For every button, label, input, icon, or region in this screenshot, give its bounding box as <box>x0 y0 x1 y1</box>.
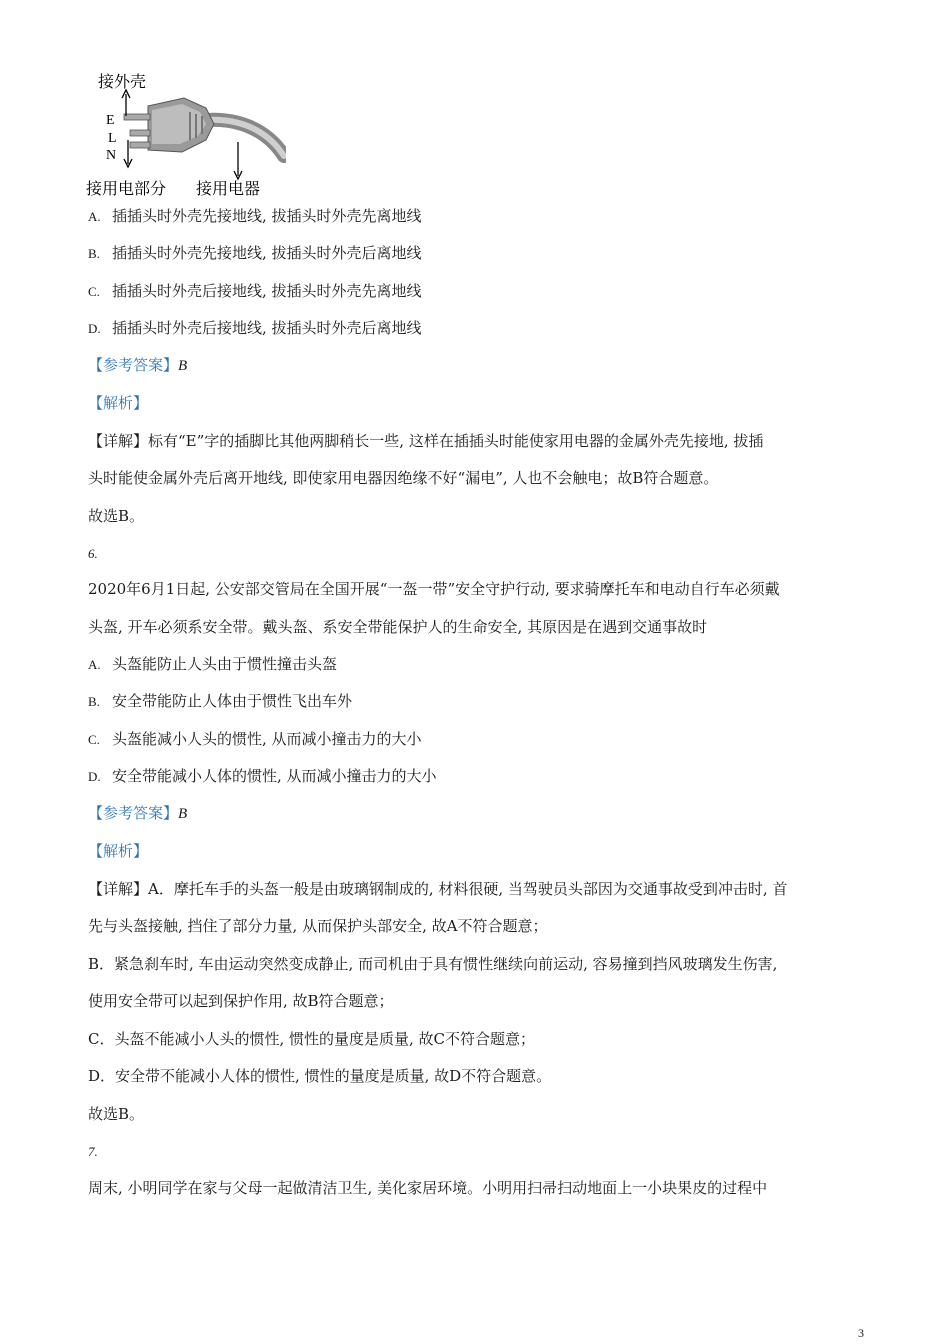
label-pin-e: E <box>106 113 115 128</box>
q6-detail-line-3: B．紧急刹车时, 车由运动突然变成静止, 而司机由于具有惯性继续向前运动, 容易撞到挡风玻璃发生伤害, <box>88 955 778 973</box>
option-letter: A. <box>88 209 101 224</box>
label-connect-appliance: 接用电器 <box>196 179 261 198</box>
option-letter: A. <box>88 657 101 672</box>
q6-analysis-label: 【解析】 <box>88 842 149 860</box>
q5-option-b <box>88 243 422 264</box>
page-number: 3 <box>858 1326 864 1340</box>
pin-l <box>130 130 150 136</box>
q6-detail-line-5: C．头盔不能减小人头的惯性, 惯性的量度是质量, 故C不符合题意； <box>88 1030 536 1048</box>
option-text: 安全带能减小人体的惯性, 从而减小撞击力的大小 <box>112 767 437 785</box>
q6-detail-line-4: 使用安全带可以起到保护作用, 故B符合题意； <box>88 992 394 1010</box>
q6-detail-line-6: D．安全带不能减小人体的惯性, 惯性的量度是质量, 故D不符合题意。 <box>88 1067 552 1085</box>
q6-number: 6. <box>88 546 98 561</box>
q6-detail-line-1: 【详解】A．摩托车手的头盔一般是由玻璃钢制成的, 材料很硬, 当驾驶员头部因为交通事故受到冲击时, 首 <box>88 880 788 898</box>
q6-stem-line-2: 头盔, 开车必须系安全带。戴头盔、系安全带能保护人的生命安全, 其原因是在遇到交通事故时 <box>88 618 708 636</box>
q6-option-b <box>88 691 352 712</box>
option-letter: D. <box>88 769 101 784</box>
q5-detail-line-2: 头时能使金属外壳后离开地线, 即使家用电器因绝缘不好“漏电”, 人也不会触电；故B符合题意。 <box>88 469 719 487</box>
q6-option-a <box>88 654 337 675</box>
option-text: 插插头时外壳先接地线, 拔插头时外壳后离地线 <box>112 244 422 262</box>
q6-answer <box>88 803 187 824</box>
option-text: 头盔能减小人头的惯性, 从而减小撞击力的大小 <box>112 730 422 748</box>
q5-answer <box>88 355 187 376</box>
q5-analysis-label: 【解析】 <box>88 394 149 412</box>
label-pin-l: L <box>108 131 117 146</box>
option-text: 头盔能防止人头由于惯性撞击头盔 <box>112 655 338 673</box>
plug-diagram <box>86 68 286 198</box>
q5-option-c <box>88 281 422 302</box>
option-letter: B. <box>88 694 100 709</box>
q6-detail-line-2: 先与头盔接触, 挡住了部分力量, 从而保护头部安全, 故A不符合题意； <box>88 917 548 935</box>
q6-option-d <box>88 766 437 787</box>
q5-option-d <box>88 318 422 339</box>
pin-e <box>124 114 150 120</box>
q7-number: 7. <box>88 1144 98 1159</box>
option-letter: B. <box>88 246 100 261</box>
option-letter: D. <box>88 321 101 336</box>
q6-option-c <box>88 729 422 750</box>
answer-value: B <box>178 806 188 822</box>
q7-stem-line-1: 周末, 小明同学在家与父母一起做清洁卫生, 美化家居环境。小明用扫帚扫动地面上一小块果皮的过程中 <box>88 1179 768 1197</box>
q6-stem-line-1: 2020年6月1日起, 公安部交管局在全国开展“一盔一带”安全守护行动, 要求骑摩托车和电动自行车必须戴 <box>88 580 780 598</box>
q6-conclusion: 故选B。 <box>88 1105 145 1123</box>
q5-detail-line-1: 【详解】标有“E”字的插脚比其他两脚稍长一些, 这样在插插头时能使家用电器的金属外壳先接地, 拔插 <box>88 432 764 450</box>
answer-label: 【参考答案】 <box>88 356 179 374</box>
q5-option-a <box>88 206 422 227</box>
label-connect-shell: 接外壳 <box>98 72 147 91</box>
answer-label: 【参考答案】 <box>88 804 179 822</box>
option-text: 插插头时外壳先接地线, 拔插头时外壳先离地线 <box>112 207 422 225</box>
option-text: 安全带能防止人体由于惯性飞出车外 <box>112 692 353 710</box>
label-pin-n: N <box>106 148 117 163</box>
pin-n <box>130 142 150 148</box>
option-text: 插插头时外壳后接地线, 拔插头时外壳先离地线 <box>112 282 422 300</box>
q5-conclusion: 故选B。 <box>88 507 145 525</box>
answer-value: B <box>178 358 188 374</box>
option-letter: C. <box>88 732 100 747</box>
option-text: 插插头时外壳后接地线, 拔插头时外壳后离地线 <box>112 319 422 337</box>
label-connect-power: 接用电部分 <box>86 179 167 198</box>
option-letter: C. <box>88 284 100 299</box>
